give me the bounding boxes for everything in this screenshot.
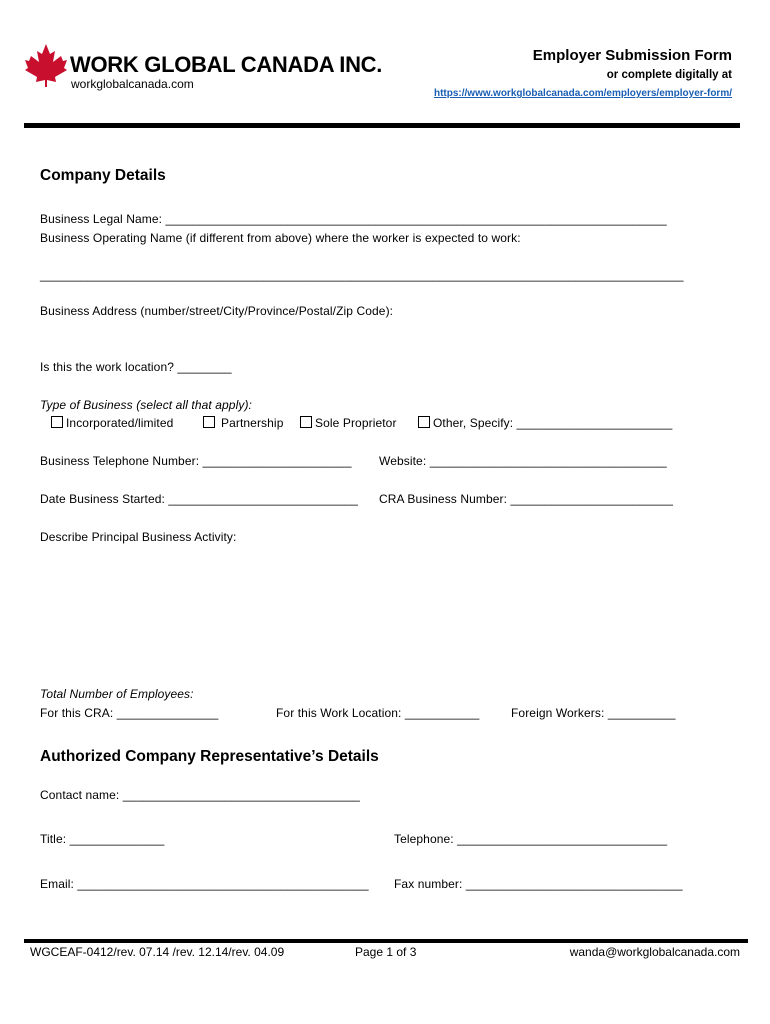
- form-code: WGCEAF-0412/rev. 07.14 /rev. 12.14/rev. 04.09: [30, 945, 285, 959]
- checkbox-icon[interactable]: [418, 416, 430, 428]
- checkbox-incorporated[interactable]: Incorporated/limited: [51, 416, 173, 430]
- page-number: Page 1 of 3: [355, 945, 417, 959]
- checkbox-partnership[interactable]: Partnership: [203, 416, 283, 430]
- business-address-field[interactable]: Business Address (number/street/City/Province/Postal/Zip Code):: [40, 304, 394, 318]
- employees-cra-field[interactable]: For this CRA: _______________: [40, 706, 219, 720]
- checkbox-other[interactable]: Other, Specify: _______________________: [418, 416, 672, 430]
- principal-activity-field[interactable]: Describe Principal Business Activity:: [40, 530, 237, 544]
- form-subtitle: or complete digitally at: [606, 69, 732, 81]
- foreign-workers-field[interactable]: Foreign Workers: __________: [511, 706, 676, 720]
- date-business-started-field[interactable]: Date Business Started: ____________________________: [40, 492, 359, 506]
- cra-business-number-field[interactable]: CRA Business Number: ________________________: [379, 492, 674, 506]
- website-field[interactable]: Website: ___________________________________: [379, 454, 667, 468]
- header-divider: [24, 123, 740, 128]
- form-title: Employer Submission Form: [532, 47, 732, 64]
- company-details-heading: Company Details: [40, 167, 166, 184]
- telephone-field[interactable]: Telephone: _______________________________: [394, 832, 668, 846]
- business-type-label: Type of Business (select all that apply):: [40, 398, 252, 412]
- email-field[interactable]: Email: ___________________________________________: [40, 877, 369, 891]
- title-field[interactable]: Title: ______________: [40, 832, 165, 846]
- checkbox-icon[interactable]: [300, 416, 312, 428]
- business-telephone-field[interactable]: Business Telephone Number: ______________________: [40, 454, 352, 468]
- maple-leaf-icon: [24, 42, 68, 88]
- business-operating-name-label: Business Operating Name (if different from above) where the worker is expected to work:: [40, 231, 521, 245]
- work-location-field[interactable]: Is this the work location? ________: [40, 360, 232, 374]
- employees-work-location-field[interactable]: For this Work Location: ___________: [276, 706, 480, 720]
- footer-divider: [24, 939, 748, 943]
- checkbox-icon[interactable]: [203, 416, 215, 428]
- business-legal-name-field[interactable]: Business Legal Name: __________________________________________________________________________: [40, 212, 667, 226]
- checkbox-sole-proprietor[interactable]: Sole Proprietor: [300, 416, 397, 430]
- form-url-link[interactable]: https://www.workglobalcanada.com/employers/employer-form/: [433, 88, 732, 99]
- footer-email: wanda@workglobalcanada.com: [569, 945, 740, 959]
- fax-number-field[interactable]: Fax number: ________________________________: [394, 877, 683, 891]
- total-employees-label: Total Number of Employees:: [40, 687, 194, 701]
- representative-heading: Authorized Company Representative’s Details: [40, 748, 379, 765]
- business-operating-name-field[interactable]: _______________________________________________________________________________________________: [40, 268, 684, 282]
- company-logo-site: workglobalcanada.com: [71, 77, 194, 91]
- contact-name-field[interactable]: Contact name: ___________________________________: [40, 788, 360, 802]
- company-logo-name: WORK GLOBAL CANADA INC.: [70, 52, 383, 77]
- checkbox-icon[interactable]: [51, 416, 63, 428]
